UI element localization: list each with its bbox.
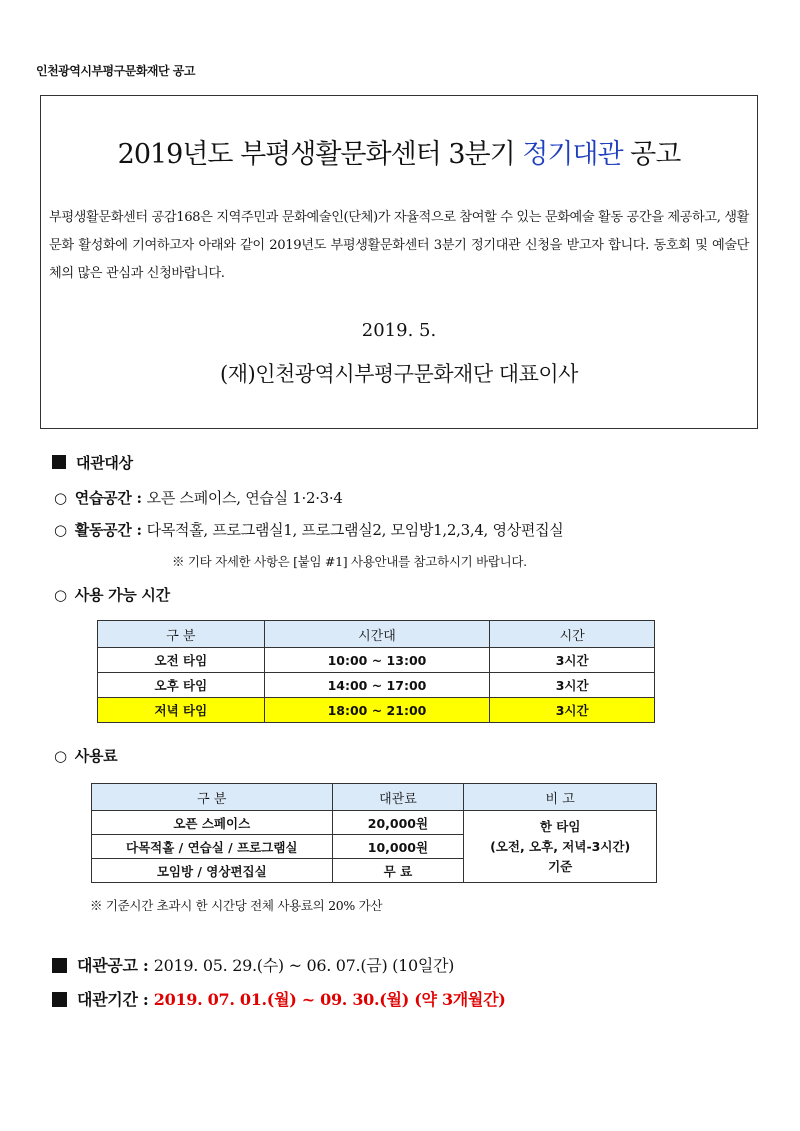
target-note: ※ 기타 자세한 사항은 [붙임 #1] 사용안내를 참고하시기 바랍니다.: [172, 554, 527, 569]
announce-line: 대관공고 : 2019. 05. 29.(수) ~ 06. 07.(금) (10일간): [52, 953, 454, 976]
table-cell: 3시간: [490, 673, 655, 698]
table-cell: 18:00 ~ 21:00: [264, 698, 490, 723]
table-cell: 오전 타임: [98, 648, 265, 673]
fee-table: [91, 783, 657, 883]
table-header-cell: 대관료: [332, 784, 464, 811]
table-cell: 14:00 ~ 17:00: [264, 673, 490, 698]
circle-bullet-icon: ○: [54, 489, 67, 507]
section-fee-heading: ○ 사용료: [54, 747, 118, 765]
table-header-cell: 구 분: [92, 784, 333, 811]
circle-bullet-icon: ○: [54, 747, 67, 765]
title-pre: 2019년도 부평생활문화센터 3분기: [117, 139, 523, 170]
table-cell: 저녁 타임: [98, 698, 265, 723]
notice-date: 2019. 5.: [361, 320, 437, 341]
notice-body: 부평생활문화센터 공감168은 지역주민과 문화예술인(단체)가 자율적으로 참여할 수 있는 문화예술 활동 공간을 제공하고, 생활문화 활성화에 기여하고자 아래와 같이 2019년도 부평생활문화센터 3분기 정기대관 신청을 받고자 합니다. 동호회 및 예술단체의 많은 관심과 신청바랍니다.: [49, 210, 749, 281]
table-cell: 20,000원: [332, 811, 464, 835]
title-accent: 정기대관: [522, 139, 623, 170]
fee-note: ※ 기준시간 초과시 한 시간당 전체 사용료의 20% 가산: [90, 898, 383, 913]
table-cell: 다목적홀 / 연습실 / 프로그램실: [92, 835, 333, 859]
table-row: [98, 648, 655, 673]
square-bullet-icon: [52, 958, 67, 973]
table-row-highlighted: [98, 698, 655, 723]
table-cell: 모임방 / 영상편집실: [92, 859, 333, 883]
table-row: [98, 673, 655, 698]
notice-sign: (재)인천광역시부평구문화재단 대표이사: [220, 362, 578, 386]
period-line: 대관기간 : 2019. 07. 01.(월) ~ 09. 30.(월) (약 3개월간): [52, 987, 506, 1010]
table-header-cell: 시간: [490, 621, 655, 648]
table-header-cell: 비 고: [464, 784, 657, 811]
circle-bullet-icon: ○: [54, 521, 67, 539]
target-item-practice: ○ 연습공간 : 오픈 스페이스, 연습실 1·2·3·4: [54, 489, 343, 507]
table-header-row: [98, 621, 655, 648]
fee-remark-cell: 한 타임 (오전, 오후, 저녁-3시간) 기준: [464, 811, 657, 883]
section-target-heading: 대관대상: [52, 452, 133, 473]
org-header: 인천광역시부평구문화재단 공고: [36, 64, 195, 78]
circle-bullet-icon: ○: [54, 586, 67, 604]
table-cell: 3시간: [490, 698, 655, 723]
time-table: [97, 620, 655, 723]
table-cell: 3시간: [490, 648, 655, 673]
table-cell: 무 료: [332, 859, 464, 883]
notice-title: [41, 132, 757, 171]
table-cell: 10:00 ~ 13:00: [264, 648, 490, 673]
table-cell: 오후 타임: [98, 673, 265, 698]
table-header-row: [92, 784, 657, 811]
title-post: 공고: [622, 139, 681, 170]
table-header-cell: 구 분: [98, 621, 265, 648]
square-bullet-icon: [52, 455, 66, 469]
table-row: [92, 811, 657, 835]
target-item-activity: ○ 활동공간 : 다목적홀, 프로그램실1, 프로그램실2, 모임방1,2,3,4, 영상편집실: [54, 521, 564, 539]
section-time-heading: ○ 사용 가능 시간: [54, 586, 170, 604]
notice-box: [40, 95, 758, 429]
table-cell: 10,000원: [332, 835, 464, 859]
table-cell: 오픈 스페이스: [92, 811, 333, 835]
square-bullet-icon: [52, 992, 67, 1007]
table-header-cell: 시간대: [264, 621, 490, 648]
